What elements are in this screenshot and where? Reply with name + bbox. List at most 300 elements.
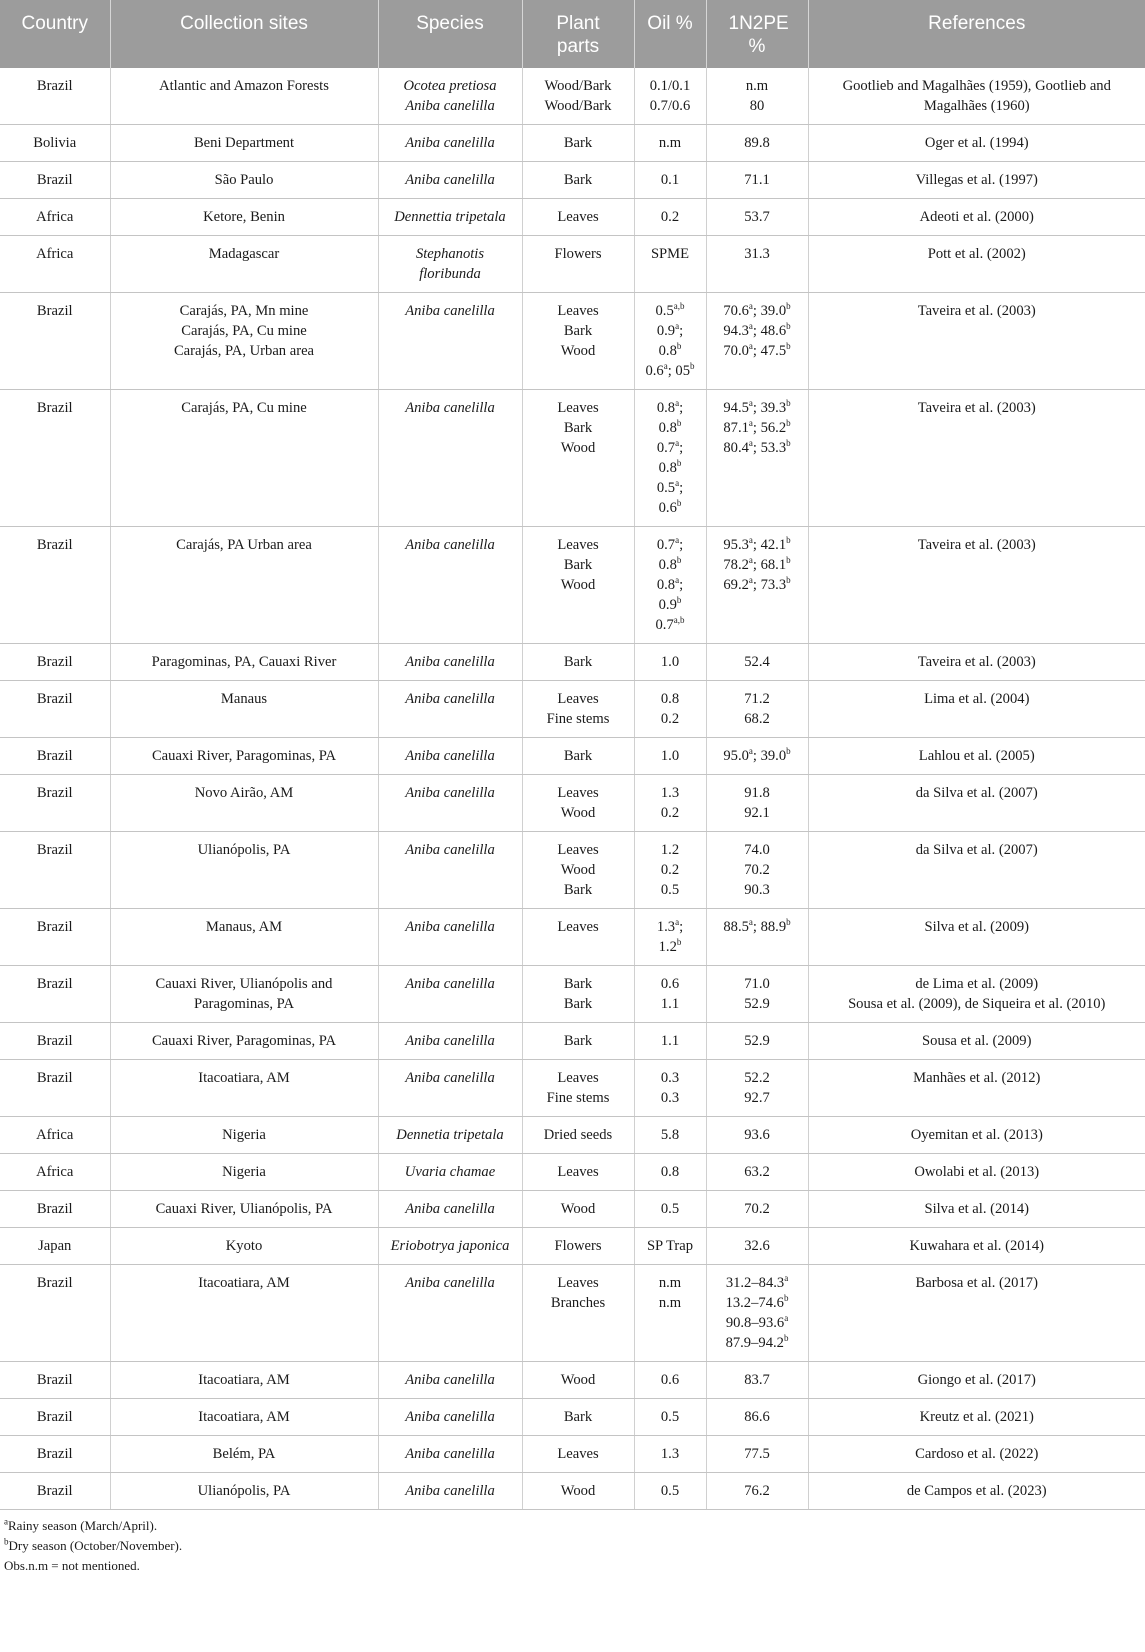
cell-references-line: de Lima et al. (2009) xyxy=(915,976,1039,992)
cell-collection-sites xyxy=(110,1154,378,1191)
table-header xyxy=(0,0,1145,68)
cell-references-line: Oger et al. (1994) xyxy=(924,135,1029,151)
cell-1n2pe-percent-line: 90.8–93.6$^a$ xyxy=(725,1313,789,1331)
cell-references xyxy=(808,236,1145,293)
cell-species xyxy=(378,199,522,236)
cell-plant-parts-line: Bark xyxy=(563,996,593,1012)
cell-oil-percent xyxy=(634,1265,706,1362)
cell-references xyxy=(808,162,1145,199)
cell-1n2pe-percent-line: 52.9 xyxy=(744,1033,770,1049)
cell-1n2pe-percent-line: 83.7 xyxy=(744,1372,770,1388)
cell-country: Brazil xyxy=(0,1060,110,1117)
cell-collection-sites xyxy=(110,1473,378,1510)
cell-references-line: Sousa et al. (2009), de Siqueira et al. (2010) xyxy=(848,996,1106,1012)
cell-country: Brazil xyxy=(0,1399,110,1436)
cell-plant-parts-line: Branches xyxy=(550,1295,606,1311)
cell-references xyxy=(808,775,1145,832)
cell-species xyxy=(378,125,522,162)
cell-country: Brazil xyxy=(0,293,110,390)
cell-species-line: Aniba canelilla xyxy=(405,654,495,670)
cell-plant-parts-line: Fine stems xyxy=(546,1090,610,1106)
cell-species-line: Aniba canelilla xyxy=(405,303,495,319)
cell-plant-parts-line: Leaves xyxy=(557,1275,599,1291)
cell-country: Brazil xyxy=(0,1191,110,1228)
cell-collection-sites xyxy=(110,68,378,125)
cell-collection-sites-line: Atlantic and Amazon Forests xyxy=(159,78,329,94)
cell-species xyxy=(378,162,522,199)
cell-collection-sites-line: Madagascar xyxy=(208,246,280,262)
header-plant-parts: Plant parts xyxy=(522,0,634,68)
cell-plant-parts-line: Bark xyxy=(563,557,593,573)
cell-plant-parts xyxy=(522,390,634,527)
cell-oil-percent-line: 0.6$^b$ xyxy=(658,498,682,516)
cell-plant-parts-line: Bark xyxy=(563,135,593,151)
cell-1n2pe-percent-line: 53.7 xyxy=(744,209,770,225)
cell-1n2pe-percent xyxy=(706,1023,808,1060)
cell-species-line: Aniba canelilla xyxy=(405,842,495,858)
cell-species xyxy=(378,775,522,832)
table-row xyxy=(0,1362,1145,1399)
cell-collection-sites-line: Carajás, PA, Mn mine xyxy=(179,303,309,319)
cell-plant-parts-line: Wood xyxy=(560,577,596,593)
cell-collection-sites xyxy=(110,775,378,832)
cell-collection-sites xyxy=(110,909,378,966)
cell-oil-percent xyxy=(634,1399,706,1436)
cell-species xyxy=(378,1473,522,1510)
cell-plant-parts xyxy=(522,1473,634,1510)
cell-oil-percent xyxy=(634,199,706,236)
cell-references xyxy=(808,1228,1145,1265)
cell-plant-parts-line: Leaves xyxy=(557,785,599,801)
cell-collection-sites-line: Itacoatiara, AM xyxy=(198,1275,290,1291)
cell-oil-percent xyxy=(634,125,706,162)
cell-oil-percent xyxy=(634,68,706,125)
cell-oil-percent-line: 0.8$^a$; xyxy=(656,575,684,593)
cell-oil-percent-line: 0.1 xyxy=(660,172,680,188)
cell-collection-sites-line: Ketore, Benin xyxy=(203,209,285,225)
cell-plant-parts-line: Wood/Bark xyxy=(544,98,612,114)
cell-species xyxy=(378,1265,522,1362)
cell-references xyxy=(808,966,1145,1023)
cell-references xyxy=(808,199,1145,236)
cell-collection-sites xyxy=(110,293,378,390)
cell-1n2pe-percent-line: 87.9–94.2$^b$ xyxy=(725,1333,789,1351)
cell-1n2pe-percent xyxy=(706,832,808,909)
cell-collection-sites-line: Nigeria xyxy=(222,1164,266,1180)
cell-plant-parts-line: Leaves xyxy=(557,209,599,225)
cell-collection-sites xyxy=(110,199,378,236)
cell-collection-sites xyxy=(110,644,378,681)
cell-oil-percent-line: 0.3 xyxy=(660,1070,680,1086)
cell-oil-percent-line: 0.2 xyxy=(660,711,680,727)
cell-plant-parts xyxy=(522,1023,634,1060)
cell-collection-sites-line: Beni Department xyxy=(193,135,295,151)
cell-references-line: Villegas et al. (1997) xyxy=(915,172,1038,188)
cell-species-line: Eriobotrya japonica xyxy=(390,1238,510,1254)
cell-plant-parts xyxy=(522,236,634,293)
cell-plant-parts-line: Wood/Bark xyxy=(544,78,612,94)
cell-oil-percent-line: 0.5 xyxy=(660,1483,680,1499)
cell-oil-percent-line: 0.5$^{a,b}$ xyxy=(655,301,685,319)
cell-1n2pe-percent-line: 94.5$^a$; 39.3$^b$ xyxy=(723,398,791,416)
cell-collection-sites xyxy=(110,1265,378,1362)
cell-references xyxy=(808,1265,1145,1362)
cell-oil-percent-line: 1.1 xyxy=(660,996,680,1012)
cell-species-line: Aniba canelilla xyxy=(405,748,495,764)
cell-1n2pe-percent xyxy=(706,125,808,162)
cell-plant-parts-line: Wood xyxy=(560,440,596,456)
header-references: References xyxy=(808,0,1145,68)
cell-plant-parts-line: Bark xyxy=(563,748,593,764)
cell-plant-parts-line: Leaves xyxy=(557,400,599,416)
cell-1n2pe-percent-line: 80.4$^a$; 53.3$^b$ xyxy=(723,438,791,456)
cell-plant-parts-line: Leaves xyxy=(557,1070,599,1086)
header-collection-sites: Collection sites xyxy=(110,0,378,68)
cell-oil-percent-line: 0.8$^b$ xyxy=(658,555,682,573)
cell-oil-percent xyxy=(634,1473,706,1510)
cell-oil-percent-line: 0.9$^a$; xyxy=(656,321,684,339)
cell-references-line: Sousa et al. (2009) xyxy=(922,1033,1032,1049)
cell-country: Africa xyxy=(0,1154,110,1191)
table-footnotes xyxy=(0,1510,1145,1576)
cell-collection-sites xyxy=(110,527,378,644)
cell-oil-percent-line: 0.8$^b$ xyxy=(658,418,682,436)
cell-plant-parts-line: Fine stems xyxy=(546,711,610,727)
cell-plant-parts xyxy=(522,1228,634,1265)
cell-1n2pe-percent-line: 63.2 xyxy=(744,1164,770,1180)
cell-1n2pe-percent-line: 70.2 xyxy=(744,862,770,878)
cell-plant-parts-line: Leaves xyxy=(557,1164,599,1180)
cell-references-line: Manhães et al. (2012) xyxy=(913,1070,1041,1086)
cell-1n2pe-percent xyxy=(706,1362,808,1399)
cell-species xyxy=(378,236,522,293)
cell-collection-sites xyxy=(110,236,378,293)
cell-oil-percent xyxy=(634,293,706,390)
cell-plant-parts xyxy=(522,199,634,236)
cell-plant-parts-line: Leaves xyxy=(557,842,599,858)
cell-country: Brazil xyxy=(0,1362,110,1399)
cell-collection-sites-line: Cauaxi River, Paragominas, PA xyxy=(151,748,337,764)
cell-references xyxy=(808,125,1145,162)
cell-1n2pe-percent-line: 77.5 xyxy=(744,1446,770,1462)
cell-1n2pe-percent-line: 52.4 xyxy=(744,654,770,670)
cell-references-line: Kreutz et al. (2021) xyxy=(919,1409,1034,1425)
table-row xyxy=(0,162,1145,199)
cell-oil-percent xyxy=(634,775,706,832)
cell-oil-percent xyxy=(634,644,706,681)
cell-1n2pe-percent xyxy=(706,1191,808,1228)
cell-oil-percent-line: 1.1 xyxy=(660,1033,680,1049)
cell-references-line: Kuwahara et al. (2014) xyxy=(909,1238,1045,1254)
cell-1n2pe-percent-line: 71.1 xyxy=(744,172,770,188)
cell-collection-sites xyxy=(110,966,378,1023)
cell-oil-percent xyxy=(634,738,706,775)
cell-country: Africa xyxy=(0,1117,110,1154)
cell-oil-percent-line: n.m xyxy=(658,1275,682,1291)
cell-references xyxy=(808,1399,1145,1436)
cell-species-line: Aniba canelilla xyxy=(405,1275,495,1291)
cell-1n2pe-percent xyxy=(706,1399,808,1436)
cell-1n2pe-percent-line: 94.3$^a$; 48.6$^b$ xyxy=(723,321,791,339)
cell-references-line: Silva et al. (2009) xyxy=(924,919,1030,935)
cell-plant-parts xyxy=(522,1399,634,1436)
cell-plant-parts-line: Flowers xyxy=(554,1238,602,1254)
cell-plant-parts-line: Leaves xyxy=(557,1446,599,1462)
table-row xyxy=(0,125,1145,162)
cell-collection-sites-line: Cauaxi River, Ulianópolis, PA xyxy=(155,1201,333,1217)
cell-1n2pe-percent-line: 52.9 xyxy=(744,996,770,1012)
cell-collection-sites xyxy=(110,162,378,199)
cell-references xyxy=(808,1362,1145,1399)
cell-country: Brazil xyxy=(0,909,110,966)
cell-oil-percent xyxy=(634,1117,706,1154)
cell-species xyxy=(378,1362,522,1399)
cell-1n2pe-percent xyxy=(706,293,808,390)
cell-species-line: Aniba canelilla xyxy=(405,1446,495,1462)
cell-species-line: Aniba canelilla xyxy=(405,1483,495,1499)
cell-1n2pe-percent xyxy=(706,527,808,644)
cell-1n2pe-percent xyxy=(706,644,808,681)
cell-oil-percent xyxy=(634,390,706,527)
cell-plant-parts xyxy=(522,1191,634,1228)
cell-species-line: Uvaria chamae xyxy=(404,1164,496,1180)
cell-collection-sites xyxy=(110,1228,378,1265)
cell-plant-parts-line: Leaves xyxy=(557,537,599,553)
table-row xyxy=(0,1436,1145,1473)
cell-collection-sites-line: Itacoatiara, AM xyxy=(198,1372,290,1388)
cell-oil-percent-line: 1.0 xyxy=(660,654,680,670)
header-oil-percent: Oil % xyxy=(634,0,706,68)
table-row xyxy=(0,1023,1145,1060)
cell-country: Brazil xyxy=(0,1265,110,1362)
cell-plant-parts xyxy=(522,681,634,738)
cell-1n2pe-percent xyxy=(706,1473,808,1510)
cell-oil-percent-line: 0.2 xyxy=(660,805,680,821)
table-row xyxy=(0,527,1145,644)
cell-collection-sites xyxy=(110,681,378,738)
cell-1n2pe-percent xyxy=(706,68,808,125)
cell-references-line: da Silva et al. (2007) xyxy=(915,842,1038,858)
cell-oil-percent-line: 0.2 xyxy=(660,862,680,878)
cell-country: Brazil xyxy=(0,162,110,199)
cell-species xyxy=(378,293,522,390)
table-row xyxy=(0,832,1145,909)
cell-references-line: Pott et al. (2002) xyxy=(927,246,1026,262)
cell-1n2pe-percent xyxy=(706,775,808,832)
cell-plant-parts xyxy=(522,1154,634,1191)
cell-references xyxy=(808,1117,1145,1154)
cell-country: Japan xyxy=(0,1228,110,1265)
header-row xyxy=(0,0,1145,68)
cell-1n2pe-percent-line: 78.2$^a$; 68.1$^b$ xyxy=(723,555,791,573)
cell-oil-percent-line: 0.5$^a$; xyxy=(656,478,684,496)
cell-references-line: Lima et al. (2004) xyxy=(924,691,1030,707)
table-row xyxy=(0,1473,1145,1510)
cell-country: Brazil xyxy=(0,527,110,644)
cell-1n2pe-percent xyxy=(706,1117,808,1154)
cell-references-line: Lahlou et al. (2005) xyxy=(918,748,1035,764)
cell-collection-sites-line: Belém, PA xyxy=(212,1446,276,1462)
cell-1n2pe-percent-line: 70.2 xyxy=(744,1201,770,1217)
cell-species xyxy=(378,68,522,125)
cell-species-line: Aniba canelilla xyxy=(405,400,495,416)
cell-species-line: Aniba canelilla xyxy=(405,1409,495,1425)
cell-oil-percent-line: 0.1/0.1 xyxy=(649,78,691,94)
cell-oil-percent xyxy=(634,681,706,738)
cell-collection-sites-line: Carajás, PA, Cu mine xyxy=(181,400,307,416)
cell-plant-parts xyxy=(522,1117,634,1154)
cell-species xyxy=(378,909,522,966)
cell-species-line: Aniba canelilla xyxy=(405,1372,495,1388)
cell-1n2pe-percent xyxy=(706,199,808,236)
table-row xyxy=(0,1191,1145,1228)
table-row xyxy=(0,1399,1145,1436)
cell-species-line: Dennetia tripetala xyxy=(396,1127,504,1143)
cell-collection-sites-line: Itacoatiara, AM xyxy=(198,1409,290,1425)
cell-plant-parts-line: Dried seeds xyxy=(543,1127,613,1143)
cell-references-line: Taveira et al. (2003) xyxy=(917,537,1036,553)
cell-oil-percent-line: 0.6$^a$; 05$^b$ xyxy=(645,361,695,379)
cell-1n2pe-percent xyxy=(706,1436,808,1473)
cell-collection-sites xyxy=(110,1436,378,1473)
cell-species-line: Aniba canelilla xyxy=(405,98,495,114)
footnote-obs: Obs.n.m = not mentioned. xyxy=(4,1558,140,1573)
cell-plant-parts-line: Wood xyxy=(560,1201,596,1217)
cell-oil-percent xyxy=(634,1191,706,1228)
cell-collection-sites-line: Carajás, PA Urban area xyxy=(176,537,312,553)
cell-plant-parts xyxy=(522,162,634,199)
cell-references-line: Oyemitan et al. (2013) xyxy=(910,1127,1043,1143)
cell-1n2pe-percent-line: 52.2 xyxy=(744,1070,770,1086)
cell-collection-sites xyxy=(110,1399,378,1436)
cell-species-line: Aniba canelilla xyxy=(405,1070,495,1086)
cell-plant-parts xyxy=(522,909,634,966)
cell-species-line: Aniba canelilla xyxy=(405,691,495,707)
cell-plant-parts xyxy=(522,68,634,125)
table-row xyxy=(0,199,1145,236)
cell-country: Bolivia xyxy=(0,125,110,162)
cell-references xyxy=(808,909,1145,966)
cell-oil-percent xyxy=(634,527,706,644)
cell-oil-percent-line: 0.5 xyxy=(660,1201,680,1217)
cell-1n2pe-percent xyxy=(706,681,808,738)
cell-oil-percent xyxy=(634,1023,706,1060)
cell-1n2pe-percent-line: 93.6 xyxy=(744,1127,770,1143)
cell-collection-sites-line: Nigeria xyxy=(222,1127,266,1143)
cell-plant-parts-line: Leaves xyxy=(557,919,599,935)
cell-1n2pe-percent-line: 91.8 xyxy=(744,785,770,801)
cell-collection-sites-line: Paragominas, PA, Cauaxi River xyxy=(151,654,337,670)
cell-species-line: Aniba canelilla xyxy=(405,1033,495,1049)
cell-plant-parts-line: Bark xyxy=(563,1033,593,1049)
cell-1n2pe-percent xyxy=(706,162,808,199)
cell-plant-parts-line: Wood xyxy=(560,1372,596,1388)
cell-plant-parts-line: Wood xyxy=(560,805,596,821)
cell-collection-sites-line: Ulianópolis, PA xyxy=(197,842,291,858)
table-row xyxy=(0,681,1145,738)
cell-plant-parts xyxy=(522,1060,634,1117)
cell-references-line: Adeoti et al. (2000) xyxy=(919,209,1034,225)
cell-species-line: Aniba canelilla xyxy=(405,1201,495,1217)
cell-plant-parts xyxy=(522,1436,634,1473)
cell-plant-parts-line: Bark xyxy=(563,654,593,670)
cell-oil-percent xyxy=(634,236,706,293)
cell-1n2pe-percent-line: 74.0 xyxy=(744,842,770,858)
cell-plant-parts xyxy=(522,1362,634,1399)
cell-references xyxy=(808,832,1145,909)
cell-oil-percent-line: 0.8 xyxy=(660,1164,680,1180)
cell-oil-percent-line: n.m xyxy=(658,135,682,151)
table-row xyxy=(0,644,1145,681)
cell-country: Africa xyxy=(0,236,110,293)
cell-1n2pe-percent-line: 70.6$^a$; 39.0$^b$ xyxy=(723,301,791,319)
cell-1n2pe-percent-line: 92.1 xyxy=(744,805,770,821)
cell-species xyxy=(378,1117,522,1154)
cell-oil-percent-line: 0.6 xyxy=(660,976,680,992)
header-country: Country xyxy=(0,0,110,68)
cell-species-line: Aniba canelilla xyxy=(405,172,495,188)
cell-oil-percent-line: 1.2$^b$ xyxy=(658,937,682,955)
cell-references-line: Owolabi et al. (2013) xyxy=(914,1164,1040,1180)
cell-plant-parts xyxy=(522,125,634,162)
cell-oil-percent xyxy=(634,162,706,199)
cell-1n2pe-percent-line: 70.0$^a$; 47.5$^b$ xyxy=(723,341,791,359)
cell-references-line: da Silva et al. (2007) xyxy=(915,785,1038,801)
table-row xyxy=(0,68,1145,125)
cell-oil-percent-line: 1.2 xyxy=(660,842,680,858)
table-row xyxy=(0,966,1145,1023)
cell-collection-sites xyxy=(110,390,378,527)
cell-plant-parts-line: Wood xyxy=(560,862,596,878)
cell-1n2pe-percent-line: 71.0 xyxy=(744,976,770,992)
cell-oil-percent-line: 1.3$^a$; xyxy=(656,917,684,935)
cell-plant-parts-line: Bark xyxy=(563,1409,593,1425)
cell-species xyxy=(378,527,522,644)
cell-oil-percent xyxy=(634,909,706,966)
cell-references-line: Taveira et al. (2003) xyxy=(917,400,1036,416)
cell-oil-percent-line: 5.8 xyxy=(660,1127,680,1143)
cell-oil-percent xyxy=(634,1060,706,1117)
cell-species xyxy=(378,1228,522,1265)
cell-oil-percent-line: 0.7/0.6 xyxy=(649,98,691,114)
cell-1n2pe-percent-line: 13.2–74.6$^b$ xyxy=(725,1293,789,1311)
cell-1n2pe-percent-line: 86.6 xyxy=(744,1409,770,1425)
cell-oil-percent-line: SPME xyxy=(650,246,690,262)
cell-oil-percent xyxy=(634,1362,706,1399)
cell-collection-sites xyxy=(110,1023,378,1060)
cell-1n2pe-percent xyxy=(706,1228,808,1265)
cell-oil-percent-line: 0.7$^a$; xyxy=(656,535,684,553)
cell-1n2pe-percent-line: 68.2 xyxy=(744,711,770,727)
table-row xyxy=(0,1228,1145,1265)
cell-collection-sites xyxy=(110,1362,378,1399)
cell-species xyxy=(378,966,522,1023)
cell-species xyxy=(378,681,522,738)
cell-1n2pe-percent-line: 76.2 xyxy=(744,1483,770,1499)
cell-plant-parts-line: Wood xyxy=(560,343,596,359)
cell-references xyxy=(808,738,1145,775)
cell-references xyxy=(808,1436,1145,1473)
cell-1n2pe-percent xyxy=(706,1265,808,1362)
cell-references xyxy=(808,1023,1145,1060)
cell-1n2pe-percent-line: 31.3 xyxy=(744,246,770,262)
cell-species xyxy=(378,390,522,527)
cell-1n2pe-percent-line: 89.8 xyxy=(744,135,770,151)
cell-country: Brazil xyxy=(0,681,110,738)
cell-oil-percent xyxy=(634,1436,706,1473)
cell-1n2pe-percent-line: 90.3 xyxy=(744,882,770,898)
table-row xyxy=(0,909,1145,966)
